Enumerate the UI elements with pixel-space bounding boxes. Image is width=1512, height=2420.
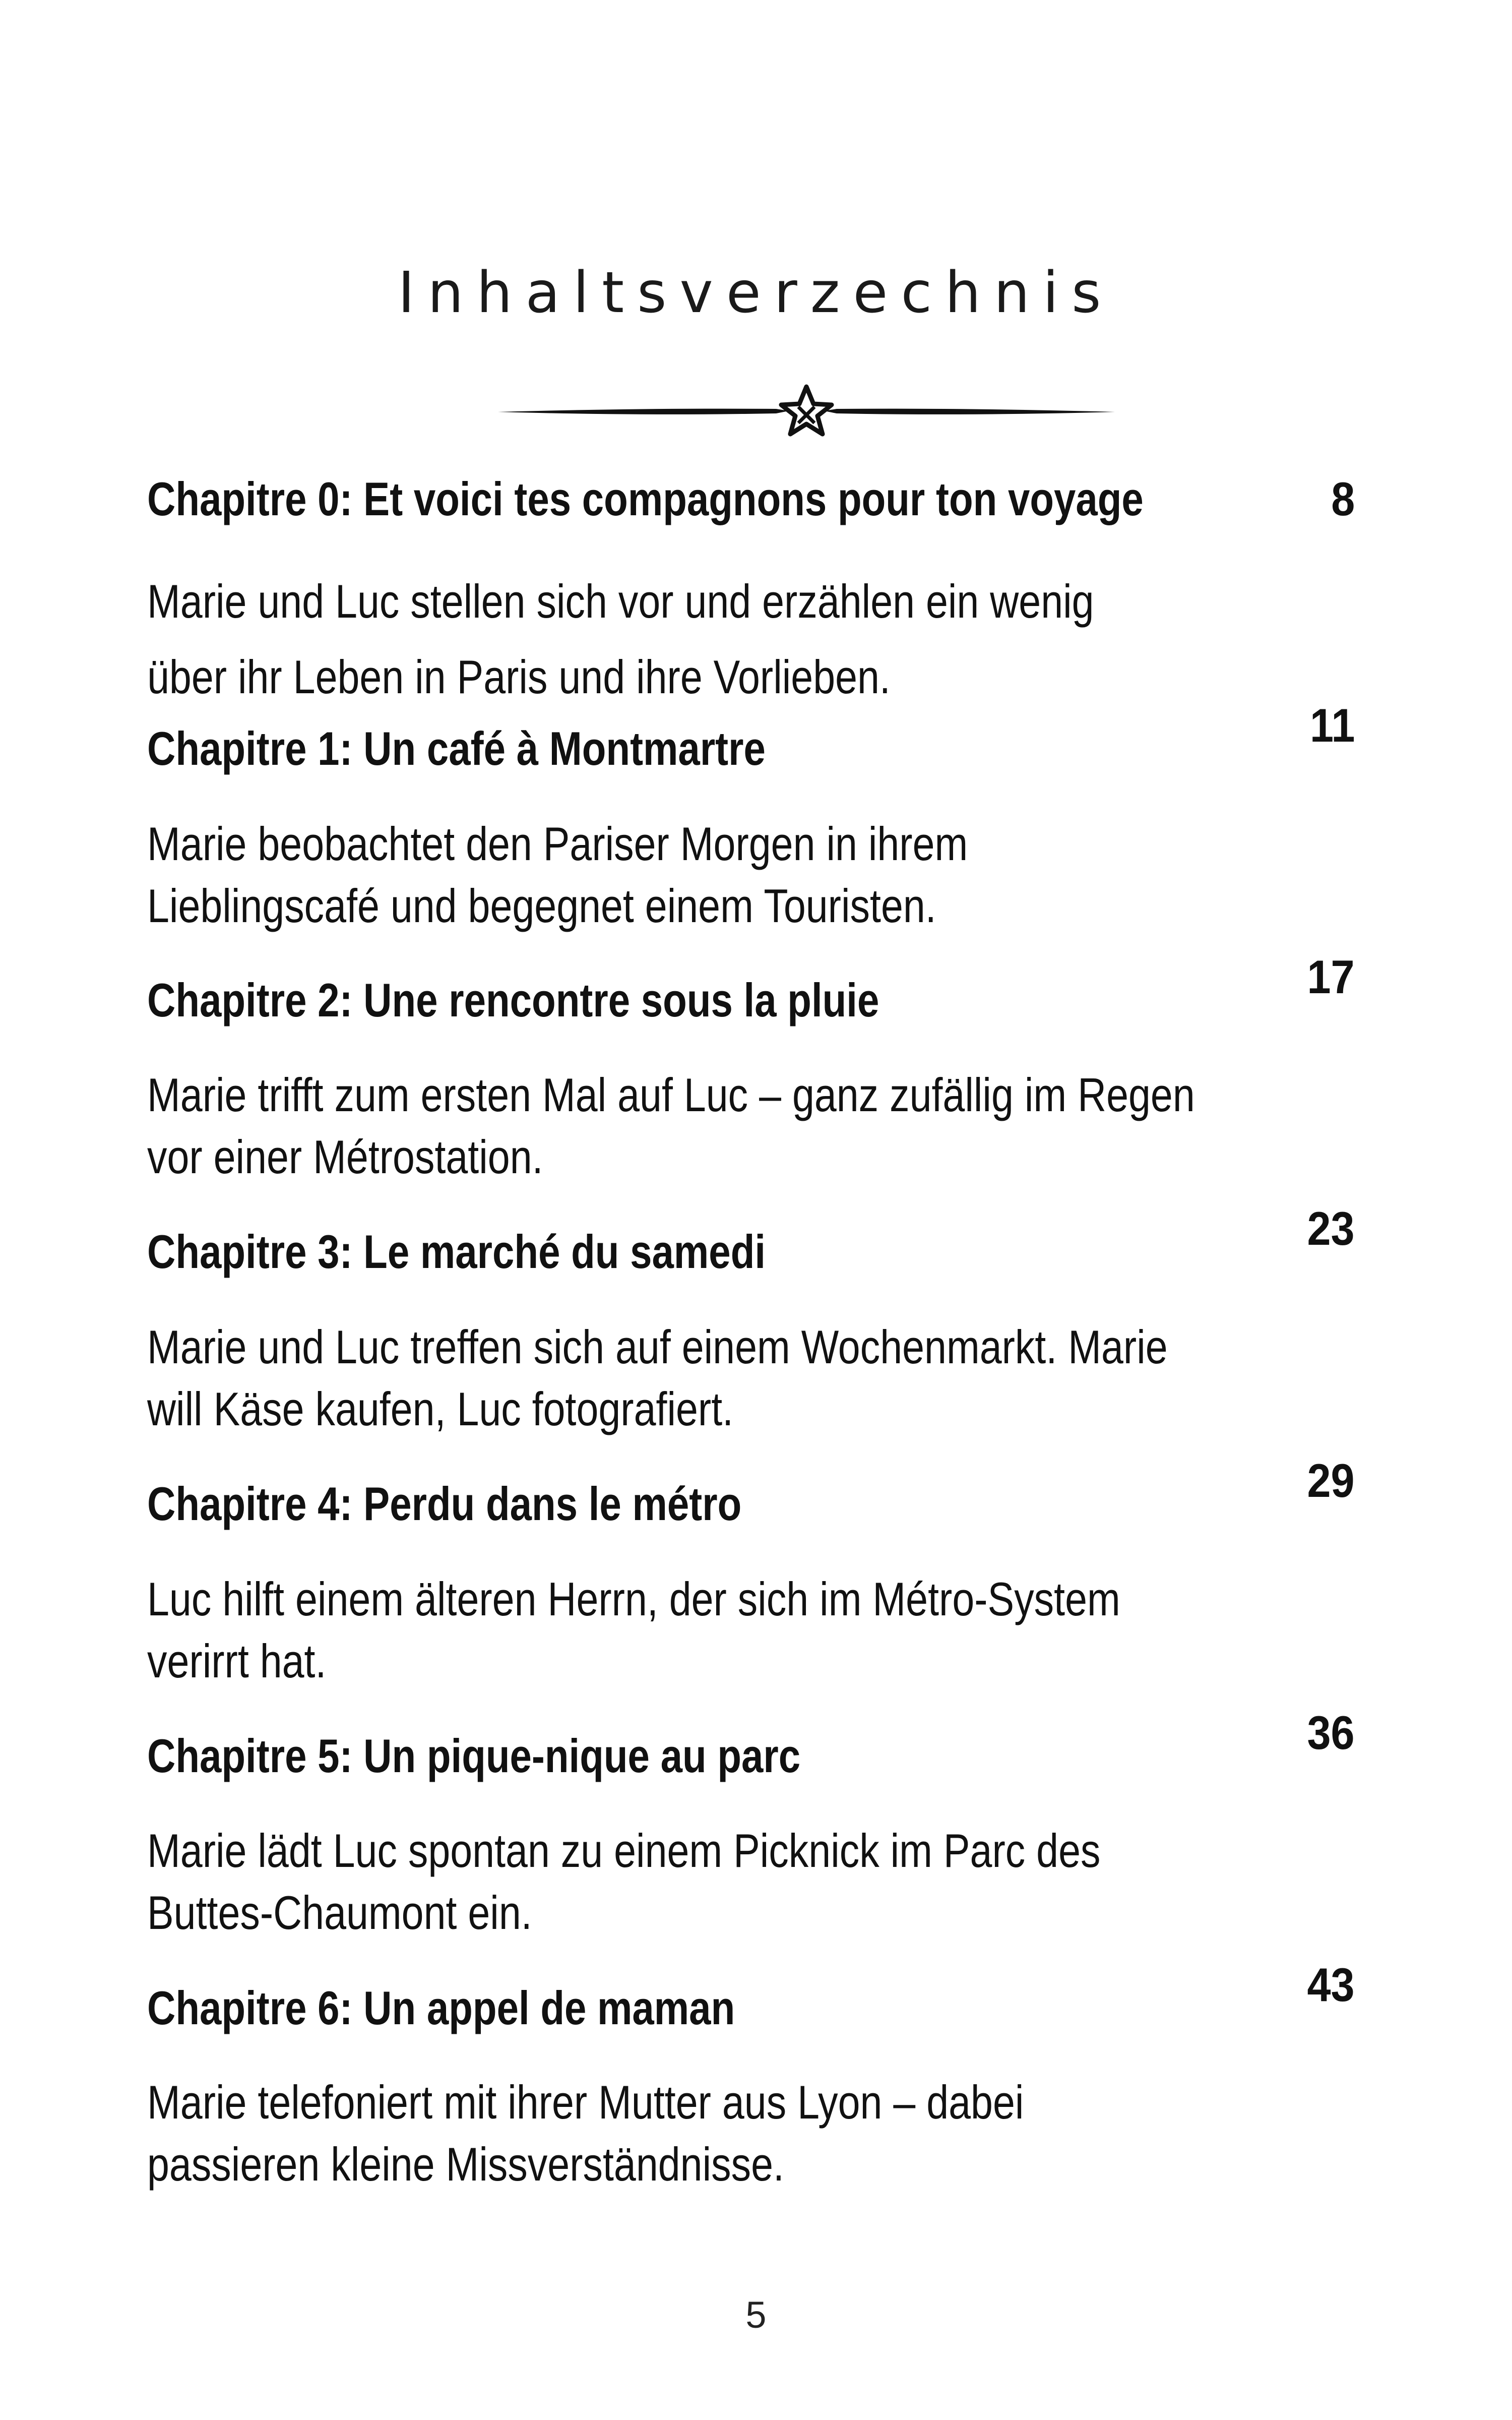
chapter-0-description	[147, 564, 1094, 715]
chapter-4-description-line: Luc hilft einem älteren Herrn, der sich im Métro-System	[147, 1572, 1120, 1625]
chapter-0-page[interactable]: 8	[1331, 472, 1355, 525]
chapter-5-description-line: Buttes-Chaumont ein.	[147, 1886, 532, 1939]
chapter-2-description-line: vor einer Métrostation.	[147, 1130, 543, 1183]
chapter-3-description-line: Marie und Luc treffen sich auf einem Wochenmarkt. Marie	[147, 1320, 1168, 1373]
chapter-4-heading[interactable]: Chapitre 4: Perdu dans le métro	[147, 1477, 742, 1530]
star-divider-icon	[494, 376, 1119, 446]
chapter-4-page[interactable]: 29	[1307, 1454, 1355, 1507]
chapter-5-description	[147, 1820, 1100, 1944]
chapter-2-description-line: Marie trifft zum ersten Mal auf Luc – ganz zufällig im Regen	[147, 1068, 1195, 1121]
chapter-4-description	[147, 1568, 1120, 1692]
chapter-3-page[interactable]: 23	[1307, 1202, 1355, 1255]
chapter-0-description-line: Marie und Luc stellen sich vor und erzählen ein wenig	[147, 575, 1094, 628]
chapter-3-description	[147, 1316, 1168, 1440]
chapter-6-page[interactable]: 43	[1307, 1958, 1355, 2011]
chapter-2-description	[147, 1064, 1195, 1188]
page-number: 5	[745, 2294, 767, 2336]
chapter-5-heading[interactable]: Chapitre 5: Un pique-nique au parc	[147, 1729, 801, 1782]
chapter-1-heading[interactable]: Chapitre 1: Un café à Montmartre	[147, 722, 766, 775]
chapter-0-description-line: über ihr Leben in Paris und ihre Vorlieben.	[147, 650, 891, 703]
chapter-5-description-line: Marie lädt Luc spontan zu einem Picknick im Parc des	[147, 1824, 1101, 1877]
chapter-6-description	[147, 2071, 1024, 2195]
chapter-6-description-line: passieren kleine Missverständnisse.	[147, 2138, 784, 2191]
chapter-6-heading[interactable]: Chapitre 6: Un appel de maman	[147, 1981, 735, 2034]
chapter-6-description-line: Marie telefoniert mit ihrer Mutter aus Lyon – dabei	[147, 2076, 1024, 2129]
chapter-1-description	[147, 813, 968, 937]
chapter-1-description-line: Marie beobachtet den Pariser Morgen in ihrem	[147, 817, 968, 870]
chapter-4-description-line: verirrt hat.	[147, 1635, 327, 1687]
chapter-3-heading[interactable]: Chapitre 3: Le marché du samedi	[147, 1225, 766, 1278]
chapter-1-description-line: Lieblingscafé und begegnet einem Touristen.	[147, 879, 936, 932]
chapter-5-page[interactable]: 36	[1307, 1706, 1355, 1759]
chapter-1-page[interactable]: 11	[1309, 699, 1355, 752]
chapter-3-description-line: will Käse kaufen, Luc fotografiert.	[147, 1382, 734, 1435]
page-title: Inhaltsverzechnis	[398, 260, 1114, 326]
chapter-2-page[interactable]: 17	[1307, 950, 1355, 1003]
chapter-2-heading[interactable]: Chapitre 2: Une rencontre sous la pluie	[147, 974, 879, 1026]
chapter-0-heading[interactable]: Chapitre 0: Et voici tes compagnons pour ton voyage	[147, 472, 1144, 525]
